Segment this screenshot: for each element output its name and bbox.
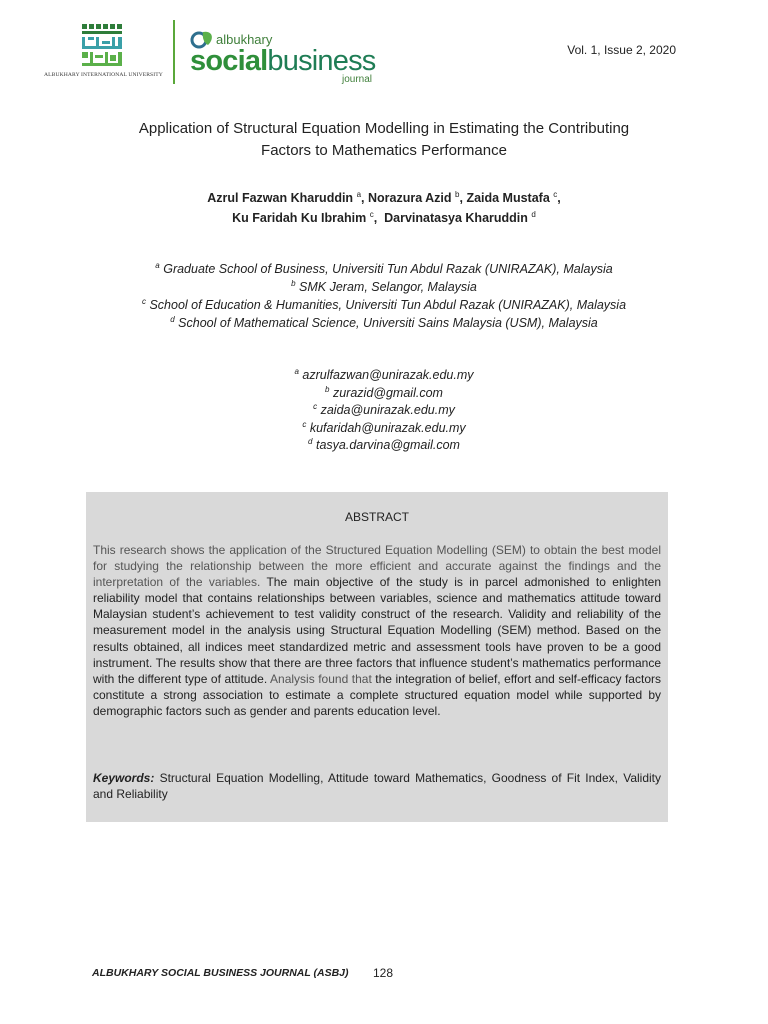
email-link[interactable]: kufaridah@unirazak.edu.my bbox=[309, 420, 466, 435]
abstract-heading: ABSTRACT bbox=[344, 510, 409, 524]
volume-issue: Vol. 1, Issue 2, 2020 bbox=[567, 43, 676, 57]
affiliation-mark: b bbox=[291, 278, 296, 288]
abstract-body bbox=[93, 542, 661, 719]
keywords-label: Keywords: bbox=[93, 771, 155, 785]
author-line-2: Ku Faridah Ku Ibrahim $^c$, Darvinatasya Kharuddin $^d$ bbox=[232, 209, 536, 225]
paper-title-line-1: Application of Structural Equation Modelling in Estimating the Contributing bbox=[138, 120, 630, 137]
author-mark: c bbox=[369, 209, 374, 219]
email-item[interactable] bbox=[84, 402, 684, 420]
author-mark: a bbox=[356, 189, 362, 199]
affiliation-list bbox=[84, 260, 684, 332]
affiliation-text: School of Education & Humanities, Universiti Tun Abdul Razak (UNIRAZAK), Malaysia bbox=[149, 298, 627, 312]
email-link[interactable]: zaida@unirazak.edu.my bbox=[320, 403, 455, 418]
email-mark: c bbox=[313, 402, 318, 412]
affiliation-mark: d bbox=[170, 314, 175, 324]
email-item[interactable] bbox=[84, 420, 684, 438]
affiliation-item bbox=[84, 296, 684, 314]
email-item[interactable] bbox=[84, 385, 684, 403]
author-line-1: Azrul Fazwan Kharuddin $^a$, Norazura Azid $^b$, Zaida Mustafa $^c$, bbox=[207, 189, 561, 205]
affiliation-item bbox=[84, 278, 684, 296]
university-calligraphy-mark bbox=[78, 22, 126, 70]
abstract-text-part: Analysis found that bbox=[267, 671, 372, 686]
footer-journal-name: ALBUKHARY SOCIAL BUSINESS JOURNAL (ASBJ) bbox=[92, 967, 349, 979]
paper-title bbox=[84, 118, 684, 162]
affiliation-item bbox=[84, 314, 684, 332]
university-logo bbox=[44, 22, 164, 84]
author-name: Azrul Fazwan Kharuddin bbox=[207, 191, 354, 205]
paper-title-line-2: Factors to Mathematics Performance bbox=[261, 142, 507, 159]
author-mark: b bbox=[455, 189, 460, 199]
affiliation-item bbox=[84, 260, 684, 278]
author-mark: d bbox=[531, 209, 536, 219]
journal-logo-prefix: albukhary bbox=[216, 32, 273, 47]
email-mark: a bbox=[294, 366, 299, 376]
author-name: Ku Faridah Ku Ibrahim bbox=[232, 211, 367, 225]
journal-logo-social: social bbox=[190, 45, 268, 77]
keywords-text: Structural Equation Modelling, Attitude toward Mathematics, Goodness of Fit Index, Validity and Reliability bbox=[93, 771, 661, 802]
affiliation-text: School of Mathematical Science, Universiti Sains Malaysia (USM), Malaysia bbox=[178, 316, 598, 330]
affiliation-text: Graduate School of Business, Universiti Tun Abdul Razak (UNIRAZAK), Malaysia bbox=[163, 262, 613, 276]
email-item[interactable] bbox=[84, 367, 684, 385]
journal-logo-business: business bbox=[267, 45, 376, 77]
header-divider bbox=[173, 20, 175, 84]
email-item[interactable] bbox=[84, 437, 684, 455]
abstract-text-part: The main objective of the study is in parcel admonished to enlighten reliability model that contains relationships between variables, science and mathematics attitude toward Malaysian student’s achievement to test validity construct of the research. Validity and reliability of the measurement model in the analysis using Structural Equation Modelling (SEM) method. Based on the results obtained, all indices meet standardized metric and assessment tools have proven to be a good instrument. The results show that there are three factors that influence student’s mathematics performance with the different type of attitude. bbox=[93, 575, 662, 686]
email-link[interactable]: tasya.darvina@gmail.com bbox=[315, 438, 460, 453]
email-mark: b bbox=[325, 384, 330, 394]
author-name: Darvinatasya Kharuddin bbox=[384, 211, 528, 225]
author-list bbox=[84, 188, 684, 228]
abstract-text-part: the integration of belief, effort and self-efficacy factors constitute a strong association to estimate a complete structured equation model while supported by demographic factors such as gender and parents education level. bbox=[93, 671, 661, 718]
journal-logo bbox=[190, 26, 390, 86]
email-mark: c bbox=[302, 419, 307, 429]
keywords bbox=[93, 770, 661, 802]
university-name: ALBUKHARY INTERNATIONAL UNIVERSITY bbox=[44, 72, 163, 78]
abstract-text-part: This research shows the application of the Structured Equation Modelling (SEM) to obtain the best model for studying the relationship between the more efficient and accurate against the findings and the interpretation of the variables. bbox=[93, 543, 661, 590]
affiliation-text: SMK Jeram, Selangor, Malaysia bbox=[299, 280, 477, 294]
affiliation-mark: a bbox=[155, 260, 160, 270]
affiliation-mark: c bbox=[141, 296, 146, 306]
email-link[interactable]: zurazid@gmail.com bbox=[332, 385, 443, 400]
abstract-box bbox=[86, 492, 668, 822]
author-name: Norazura Azid bbox=[367, 191, 452, 205]
journal-logo-suffix: journal bbox=[342, 74, 373, 85]
author-mark: c bbox=[553, 189, 558, 199]
author-name: Zaida Mustafa bbox=[466, 191, 550, 205]
journal-logo-wordmark bbox=[190, 44, 375, 78]
email-link[interactable]: azrulfazwan@unirazak.edu.my bbox=[302, 368, 474, 382]
page-number: 128 bbox=[373, 966, 394, 980]
email-list bbox=[84, 367, 684, 455]
email-mark: d bbox=[308, 437, 313, 447]
